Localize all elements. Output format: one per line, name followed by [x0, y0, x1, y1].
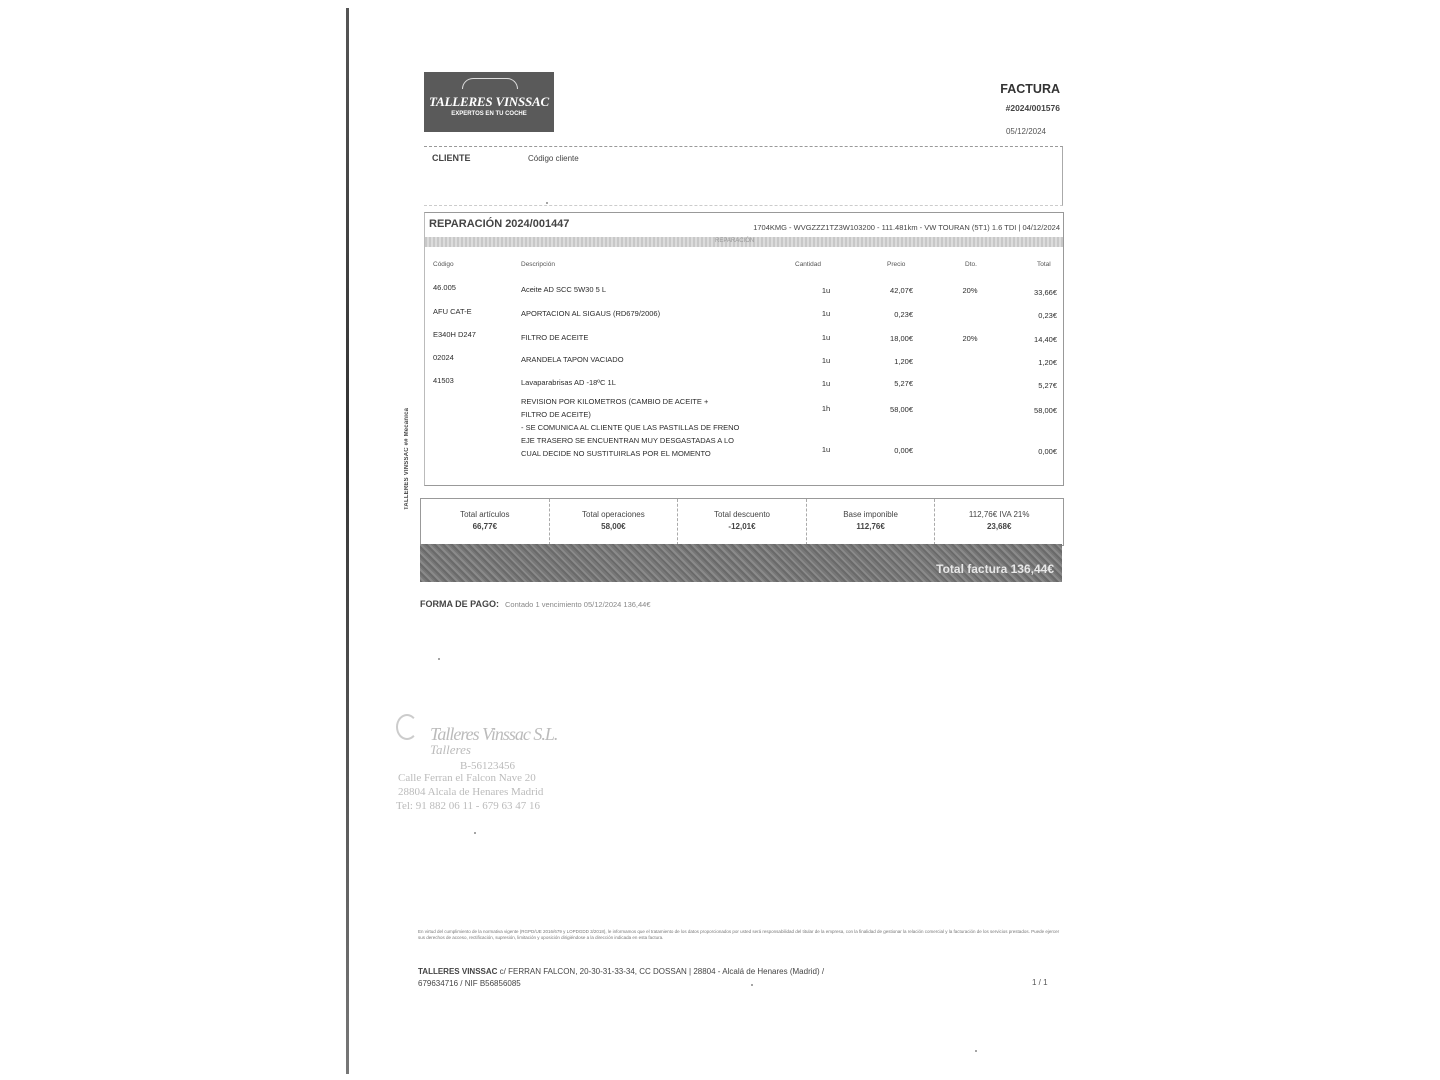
- stamp-line: Calle Ferran el Falcon Nave 20: [398, 772, 536, 784]
- line-price: 18,00€: [890, 334, 913, 343]
- stamp-line: Talleres: [430, 742, 471, 757]
- total-value: 58,00€: [601, 522, 626, 531]
- line-price: 0,00€: [894, 446, 913, 455]
- line-quantity: 1h: [821, 404, 831, 413]
- line-total: 33,66€: [1034, 288, 1057, 297]
- line-price: 58,00€: [890, 405, 913, 414]
- vat-amount: [935, 499, 1063, 545]
- logo-tagline: EXPERTOS EN TU COCHE: [451, 111, 527, 117]
- line-total: 5,27€: [1038, 381, 1057, 390]
- stamp-line: Talleres Vinssac S.L.: [430, 724, 558, 744]
- scan-speck: [751, 984, 753, 986]
- line-total: 0,00€: [1038, 447, 1057, 456]
- total-value: -12,01€: [728, 522, 756, 531]
- header-code: Código: [433, 261, 454, 268]
- line-code: E340H D247: [433, 330, 476, 339]
- line-quantity: 1u: [821, 286, 831, 295]
- scan-speck: [474, 832, 476, 834]
- line-quantity: 1u: [821, 379, 831, 388]
- header-quantity: Cantidad: [795, 261, 822, 268]
- totals-row: [420, 498, 1064, 546]
- client-label: CLIENTE: [432, 153, 471, 163]
- legal-notice: En virtud del cumplimiento de la normativa vigente (RGPD/UE 2016/679 y LOPDGDD 3/2018), le informamos que el tratamiento de los datos proporcionados por usted será responsabilidad del titular de la empresa, con la finalidad de gestionar la relación comercial y la facturación de los servicios prestados. Puede ejercer sus derechos de acceso, rectificación, supresión, limitación y oposición dirigiéndose a la dirección indicada en esta factura.: [418, 929, 1060, 940]
- vehicle-info: 1704KMG - WVGZZZ1TZ3W103200 - 111.481km - VW TOURAN (5T1) 1.6 TDI | 04/12/2024: [753, 223, 1060, 232]
- header-price: Precio: [887, 261, 906, 268]
- total-operations: [550, 499, 679, 545]
- total-label: Total operaciones: [582, 510, 645, 519]
- line-quantity: 1u: [821, 445, 831, 454]
- total-value: 23,68€: [986, 522, 1012, 531]
- repair-section: [424, 212, 1064, 486]
- line-total: 58,00€: [1034, 406, 1057, 415]
- header-discount: Dto.: [965, 261, 977, 268]
- stamp-logo-icon: [396, 714, 418, 740]
- line-price: 5,27€: [894, 379, 913, 388]
- line-code: AFU CAT-E: [433, 307, 472, 316]
- header-description: Descripción: [521, 261, 555, 268]
- footer-company: TALLERES VINSSAC: [418, 967, 498, 976]
- line-code: 41503: [433, 376, 454, 385]
- invoice-date: 05/12/2024: [1005, 127, 1046, 136]
- footer: [418, 966, 948, 990]
- line-quantity: 1u: [821, 309, 831, 318]
- line-quantity: 1u: [821, 333, 831, 342]
- line-description: Aceite AD SCC 5W30 5 L: [521, 285, 607, 294]
- total-label: Total descuento: [713, 510, 770, 519]
- line-price: 1,20€: [894, 357, 913, 366]
- invoice-number: #2024/001576: [1005, 103, 1060, 113]
- total-discount: [678, 499, 807, 545]
- line-description: - SE COMUNICA AL CLIENTE QUE LAS PASTILLAS DE FRENO EJE TRASERO SE ENCUENTRAN MUY DESGASTADAS A LO CUAL DECIDE NO SUSTITUIRLAS POR EL MOMENTO: [521, 423, 740, 458]
- line-discount: 20%: [962, 334, 978, 343]
- stamp-line: Tel: 91 882 06 11 - 679 63 47 16: [396, 800, 540, 812]
- repair-band: [425, 237, 1063, 247]
- line-price: 42,07€: [890, 286, 913, 295]
- line-code: 46.005: [433, 283, 456, 292]
- scan-speck: [546, 202, 548, 204]
- payment-label: FORMA DE PAGO:: [420, 599, 499, 609]
- logo-name: TALLERES VINSSAC: [429, 94, 549, 109]
- payment-detail: Contado 1 vencimiento 05/12/2024 136,44€: [505, 600, 651, 609]
- stamp-line: B-56123456: [460, 760, 515, 772]
- repair-title: REPARACIÓN 2024/001447: [429, 218, 570, 230]
- total-label: Base imponible: [843, 510, 898, 519]
- total-label: 112,76€ IVA 21%: [968, 510, 1030, 519]
- line-description: REVISION POR KILOMETROS (CAMBIO DE ACEITE + FILTRO DE ACEITE): [521, 397, 709, 419]
- invoice-title: FACTURA: [1000, 82, 1060, 96]
- total-value: 66,77€: [472, 522, 498, 531]
- line-discount: 20%: [962, 286, 978, 295]
- footer-ids: 679634716 / NIF B56856085: [418, 979, 521, 988]
- client-box: [424, 146, 1063, 206]
- line-price: 0,23€: [894, 310, 913, 319]
- company-stamp: [390, 714, 620, 814]
- client-code-label: Código cliente: [528, 154, 579, 163]
- line-description: FILTRO DE ACEITE: [521, 333, 589, 342]
- line-total: 14,40€: [1034, 335, 1057, 344]
- total-value: 112,76€: [856, 522, 885, 531]
- line-description: ARANDELA TAPON VACIADO: [521, 355, 624, 364]
- company-logo: [424, 72, 554, 132]
- line-quantity: 1u: [821, 356, 831, 365]
- total-label: Total artículos: [460, 510, 510, 519]
- car-icon: [462, 78, 518, 89]
- side-registration-text: TALLERES VINSSAC ## Mecanica: [404, 407, 410, 510]
- line-total: 0,23€: [1038, 311, 1057, 320]
- invoice-total: Total factura 136,44€: [936, 562, 1054, 576]
- line-description: Lavaparabrisas AD -18ºC 1L: [521, 378, 616, 387]
- line-description: APORTACION AL SIGAUS (RD679/2006): [521, 309, 661, 318]
- payment-method: [420, 599, 651, 609]
- line-total: 1,20€: [1038, 358, 1057, 367]
- scan-edge: [346, 8, 349, 1074]
- total-articles: [421, 499, 550, 545]
- scan-speck: [975, 1050, 977, 1052]
- scan-speck: [438, 658, 440, 660]
- footer-address: c/ FERRAN FALCON, 20-30-31-33-34, CC DOSSAN | 28804 - Alcalá de Henares (Madrid) /: [497, 967, 825, 976]
- page-number: 1 / 1: [1032, 978, 1048, 987]
- invoice-total-bar: [420, 544, 1062, 582]
- line-code: 02024: [433, 353, 454, 362]
- repair-band-label: REPARACIÓN: [715, 238, 755, 244]
- stamp-line: 28804 Alcala de Henares Madrid: [398, 786, 544, 798]
- header-total: Total: [1037, 261, 1051, 268]
- tax-base: [807, 499, 936, 545]
